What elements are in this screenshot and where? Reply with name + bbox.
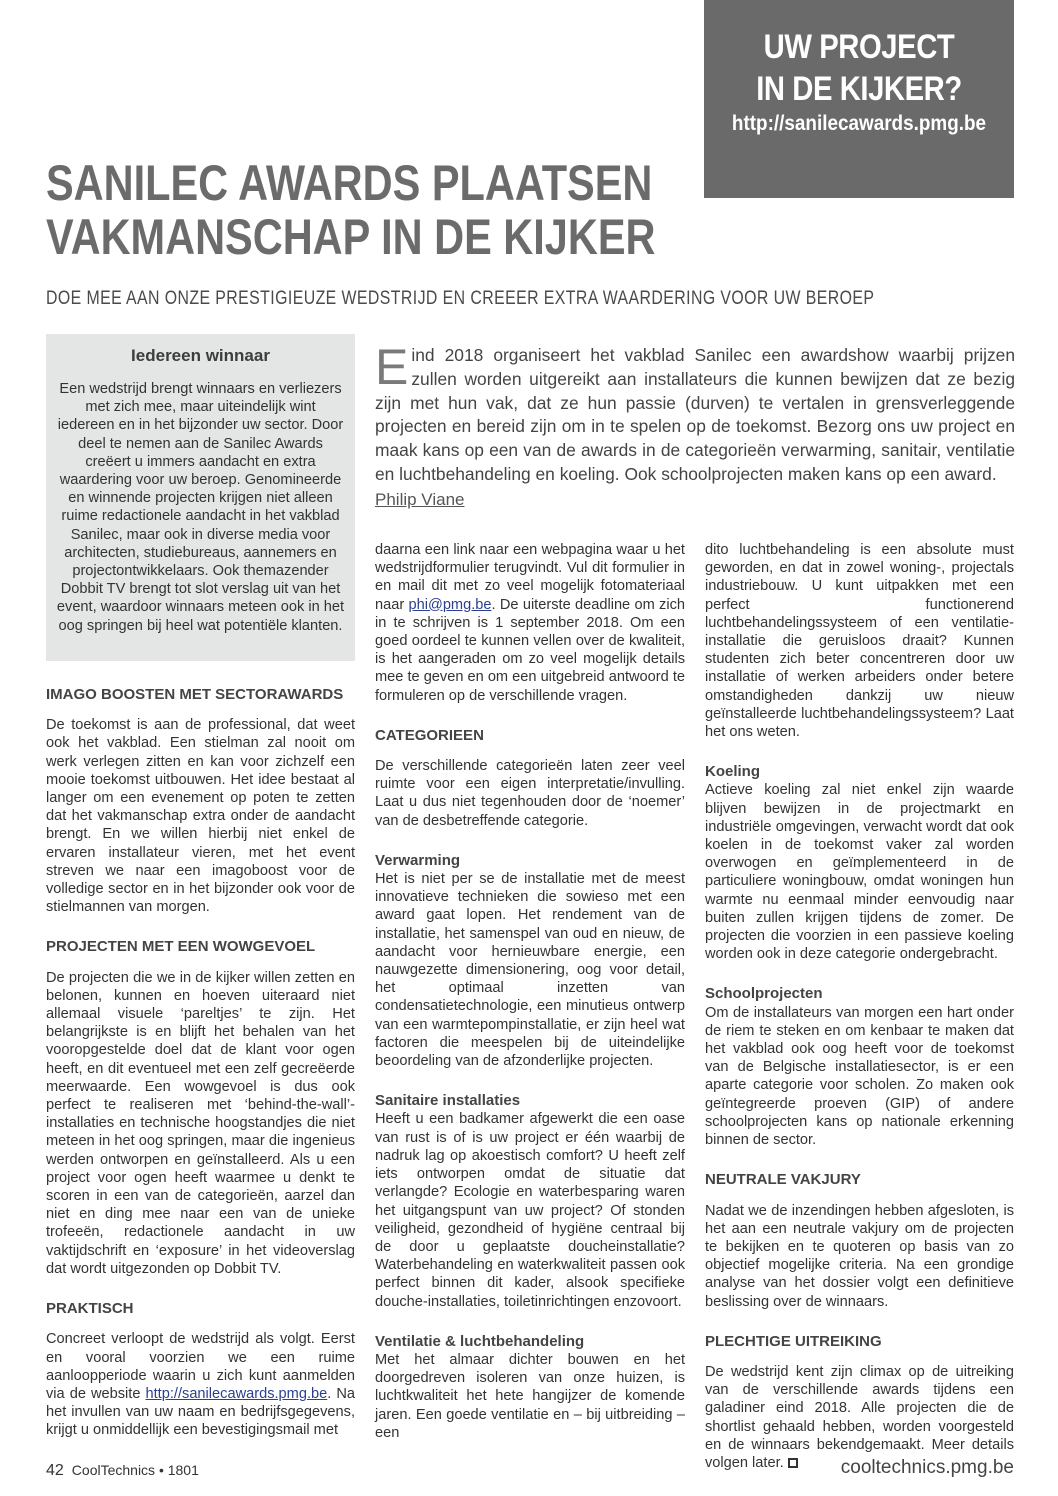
text-run: De wedstrijd kent zijn climax op de uitreiking van de verschillende awards tijdens een galadiner eind 2018. Alle projecten die de shortlist gehaald hebben, worden voorgesteld en de winnaars bekendgemaakt. Meer details volgen later. <box>705 1363 1014 1471</box>
intro-text: ind 2018 organiseert het vakblad Sanilec een awardshow waarbij prijzen zullen worden uitgereikt aan installateurs die kunnen bewijzen dat ze bezig zijn met hun vak, dat ze hun passie (durven) te vertalen in grensverleggende projecten en bereid zijn om in te spelen op de toekomst. Bezorg ons uw project en maak kans op een van de awards in de categorieën verwarming, sanitair, ventilatie en luchtbehandeling en koeling. Ook schoolprojecten maken kans op een award. <box>375 345 1015 484</box>
subsection-heading: Ventilatie & luchtbehandeling <box>375 1332 585 1350</box>
intro-paragraph <box>375 339 1015 487</box>
body-paragraph: dito luchtbehandeling is een absolute must geworden, en dat in zowel woning-, projectals industriebouw. U kunt uitpakken met een perfect functionerend luchtbehandelingssysteem of een ventilatie-installatie die geruisloos draait? Kunnen studenten zich beter concentreren door uw installatie of werken arbeiders onder betere omstandigheden dankzij uw nieuw geïnstalleerde luchtbehandelingssysteem? Laat het ons weten. <box>705 542 1014 741</box>
column-2 <box>375 541 685 1442</box>
author-byline[interactable]: Philip Viane <box>375 490 465 509</box>
subsection-heading: Schoolprojecten <box>705 985 823 1003</box>
subtitle: DOE MEE AAN ONZE PRESTIGIEUZE WEDSTRIJD EN CREEER EXTRA WAARDERING VOOR UW BEROEP <box>46 288 875 309</box>
subsection-heading: Verwarming <box>375 851 461 869</box>
body-paragraph: Actieve koeling zal niet enkel zijn waarde blijven bewijzen in de projectmarkt en industriële omgevingen, verwacht wordt dat ook koelen in de toekomst vaker zal worden overwogen en geïmplementeerd in de particuliere woningbouw, omdat woningen hun warmte nu eenmaal minder eenvoudig naar buiten zullen krijgen tijdens de zomer. De projecten die voorzien in een passieve koeling worden ook in deze categorie ondergebracht. <box>705 782 1014 963</box>
website-link[interactable]: http://sanilecawards.pmg.be <box>145 1385 328 1402</box>
text-run: daarna een link naar een webpagina waar u het wedstrijdformulier terugvindt. Vul dit formulier in en mail dit met zo veel mogelijk fotomateriaal naar <box>375 542 685 613</box>
body-paragraph: Nadat we de inzendingen hebben afgesloten, is het aan een neutrale vakjury om de projecten te bekijken en te quoteren op basis van zo objectief mogelijke criteria. Na een grondige analyse van het dossier volgt een definitieve beslissing over de winnaars. <box>705 1202 1014 1310</box>
column-1 <box>46 686 355 1440</box>
body-paragraph: Om de installateurs van morgen een hart onder de riem te steken en om kenbaar te maken dat het vakblad ook oog heeft voor de toekomst van de Belgische installatiesector, is er een aparte categorie voor scholen. Zo maken ook geïntegreerde proeven (GIP) of andere schoolprojecten kans op nationale erkenning binnen de sector. <box>705 1004 1014 1149</box>
footer-left <box>46 1462 199 1480</box>
section-heading: PROJECTEN MET EEN WOWGEVOEL <box>46 938 316 956</box>
page-title <box>46 155 656 265</box>
sidebar-title: Iedereen winnaar <box>131 346 270 365</box>
sidebar-text: Een wedstrijd brengt winnaars en verliezers met zich mee, maar uiteindelijk wint iedereen en in het bijzonder uw sector. Door deel te nemen aan de Sanilec Awards creëert u immers aandacht en extra waardering voor uw beroep. Genomineerde en winnende projecten krijgen niet alleen ruime redactionele aandacht in het vakblad Sanilec, maar ook in diverse media voor architecten, studiebureaus, aannemers en projectontwikkelaars. Ook themazender Dobbit TV brengt tot slot verslag uit van het event, waardoor winnaars meteen ook in het oog springen bij heel wat potentiële klanten. <box>56 381 345 634</box>
section-heading: IMAGO BOOSTEN MET SECTORAWARDS <box>46 686 344 703</box>
magazine-issue: CoolTechnics • 1801 <box>71 1462 199 1478</box>
text-run: . Na het invullen van uw naam en bedrijfsgegevens, krijgt u onmiddellijk een bevestigingsmail met <box>46 1385 355 1439</box>
page-number: 42 <box>46 1462 64 1479</box>
text-run: Concreet verloopt de wedstrijd als volgt. Eerst en vooral voorzien we een ruime aanloopperiode waarin u zich kunt aanmelden via de website <box>46 1331 355 1402</box>
body-paragraph: Heeft u een badkamer afgewerkt die een oase van rust is of is uw project er één waarbij de nadruk lag op akoestisch comfort? U heeft zelf iets ontworpen omdat de situatie dat verlangde? Ecologie en waterbesparing waren het uitgangspunt van uw project? Of stonden veiligheid, gezondheid of hygiëne centraal bij de door u geplaatste doucheinstallatie? Waterbehandeling en waterkwaliteit passen ook perfect binnen dit kader, alsook specifieke douche-installaties, toiletinrichtingen enzovoort. <box>375 1111 685 1310</box>
section-heading: PRAKTISCH <box>46 1300 134 1318</box>
body-paragraph: De toekomst is aan de professional, dat weet ook het vakblad. Een stielman zal nooit om werk verlegen zitten en kan voor zichzelf een mooie toekomst uitbouwen. Het idee bestaat al langer om een evenement op poten te zetten dat het vakmanschap extra onder de aandacht brengt. En we willen hierbij niet enkel de ervaren installateur vieren, met het event streven we naar een imagoboost voor de volledige sector en in het bijzonder ook voor de stielmannen van morgen. <box>46 717 355 916</box>
body-paragraph <box>375 541 685 705</box>
end-mark-icon <box>788 1458 798 1468</box>
text-run: . De uiterste deadline om zich in te schrijven is 1 september 2018. Om een goed oordeel te kunnen vellen over de kwaliteit, is het aangeraden om zo veel mogelijk details mee te geven en om een uitgebreid antwoord te formuleren op de verschillende vragen. <box>375 596 686 704</box>
promo-box <box>704 0 1014 198</box>
subsection-heading: Sanitaire installaties <box>375 1092 521 1110</box>
title-line-1: SANILEC AWARDS PLAATSEN <box>46 155 653 211</box>
subsection-heading: Koeling <box>705 763 760 781</box>
promo-line-1: UW PROJECT <box>763 28 955 66</box>
sidebar-box <box>46 334 355 661</box>
body-paragraph: Met het almaar dichter bouwen en het doorgedreven isoleren van onze huizen, is luchtkwaliteit het hete hangijzer de komende jaren. Een goede ventilatie en – bij uitbreiding – een <box>375 1351 685 1441</box>
dropcap: E <box>375 339 409 395</box>
promo-line-2: IN DE KIJKER? <box>756 70 962 108</box>
section-heading: NEUTRALE VAKJURY <box>705 1171 861 1189</box>
email-link[interactable]: phi@pmg.be <box>408 596 492 613</box>
body-paragraph <box>46 1330 355 1439</box>
body-paragraph: De projecten die we in de kijker willen zetten en belonen, kunnen en hoeven uiteraard niet allemaal visuele ‘pareltjes’ te zijn. Het belangrijkste is en blijft het behalen van het vooropgestelde doel dat de klant voor ogen heeft, en dit eventueel met een zelf gecreëerde meerwaarde. Een wowgevoel is dus ook perfect te realiseren met ‘behind-the-wall’-installaties en technische hoogstandjes die niet meteen in het oog springen, maar die ingenieus werden ontworpen en geïnstalleerd. Als u een project voor ogen heeft waarmee u denkt te scoren in een van de categorieën, aarzel dan niet en ding mee naar een van de unieke trofeeën, redactionele aandacht in uw vaktijdschrift en ‘exposure’ in het videoverslag dat wordt uitgezonden op Dobbit TV. <box>46 969 355 1277</box>
body-paragraph: Het is niet per se de installatie met de meest innovatieve technieken die sowieso met een award gaat lopen. Het rendement van de installatie, het samenspel van oud en nieuw, de aandacht voor hernieuwbare energie, een nauwgezette dimensionering, oog voor detail, het optimaal inzetten van condensatietechnologie, een minutieus ontwerp van een warmtepompinstallatie, er zijn heel wat factoren die meespelen bij de uiteindelijke beoordeling van de afzonderlijke projecten. <box>375 871 685 1070</box>
body-paragraph <box>705 1363 1014 1472</box>
section-heading: PLECHTIGE UITREIKING <box>705 1332 882 1350</box>
section-heading: CATEGORIEEN <box>375 726 484 744</box>
promo-url[interactable]: http://sanilecawards.pmg.be <box>731 112 987 135</box>
column-3 <box>705 541 1014 1472</box>
footer-site[interactable]: cooltechnics.pmg.be <box>840 1457 1014 1478</box>
body-paragraph: De verschillende categorieën laten zeer veel ruimte voor een eigen interpretatie/invulling. Laat u dus niet tegenhouden door de ‘noemer’ van de desbetreffende categorie. <box>375 758 685 829</box>
title-line-2: VAKMANSCHAP IN DE KIJKER <box>46 209 656 265</box>
